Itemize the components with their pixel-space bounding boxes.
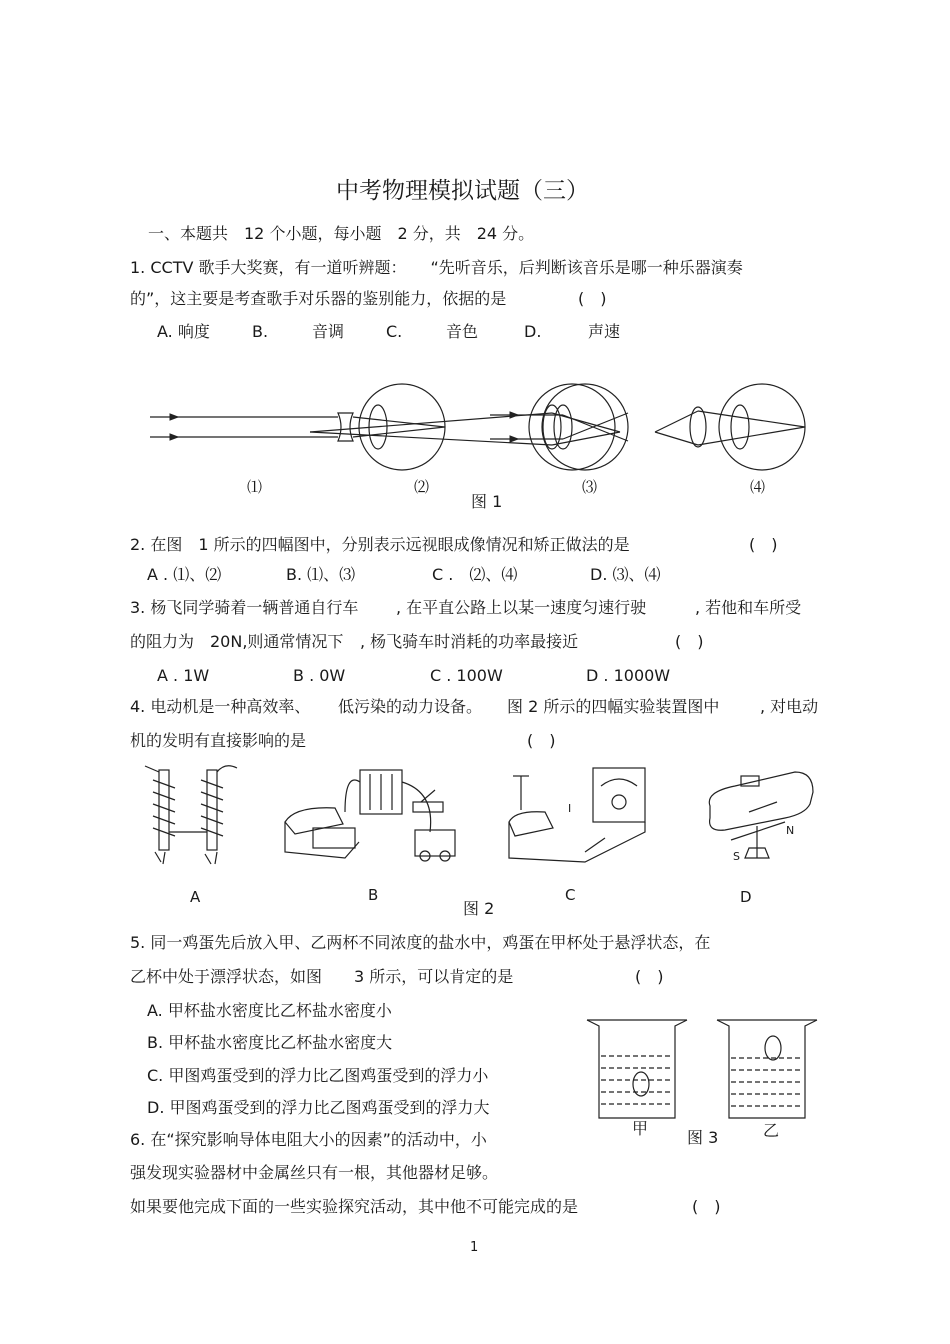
q1-line2: 的”，这主要是考查歌手对乐器的鉴别能力，依据的是 bbox=[130, 289, 507, 308]
q1-option: D. bbox=[524, 322, 542, 341]
eye-diagram-3 bbox=[490, 384, 628, 470]
q3-line1: , 在平直公路上以某一速度匀速行驶 bbox=[396, 598, 647, 617]
q2-line1: 2. 在图 1 所示的四幅图中，分别表示远视眼成像情况和矫正做法的是 bbox=[130, 535, 630, 554]
q6-answer-paren: ( ) bbox=[692, 1197, 721, 1216]
q5-option: C. 甲图鸡蛋受到的浮力比乙图鸡蛋受到的浮力小 bbox=[147, 1066, 489, 1085]
section-heading: 一、本题共 12 个小题，每小题 2 分，共 24 分。 bbox=[148, 224, 535, 243]
q1-option: C. bbox=[386, 322, 403, 341]
figure-2-d-south-label: S bbox=[733, 850, 740, 863]
beaker-yi bbox=[717, 1020, 817, 1118]
figure-2-label: B bbox=[368, 886, 379, 904]
figure-1-caption: 图 1 bbox=[471, 492, 503, 511]
q1-line1: 1. CCTV 歌手大奖赛，有一道听辨题： “先听音乐，后判断该音乐是哪一种乐器演奏 bbox=[130, 258, 743, 277]
page-number: 1 bbox=[470, 1240, 479, 1255]
figure-2-caption: 图 2 bbox=[463, 899, 495, 918]
eye-diagram-2 bbox=[310, 384, 620, 470]
figure-3-label-yi: 乙 bbox=[763, 1121, 780, 1140]
q4-line1: 低污染的动力设备。 bbox=[338, 697, 483, 716]
q6-line1: 6. 在“探究影响导体电阻大小的因素”的活动中，小 bbox=[130, 1130, 487, 1149]
figure-2-d-north-label: N bbox=[786, 824, 795, 837]
figure-1-eye-diagrams bbox=[150, 385, 810, 480]
apparatus-d-oersted bbox=[709, 772, 813, 858]
q5-answer-paren: ( ) bbox=[635, 967, 664, 986]
figure-3-beakers bbox=[585, 1016, 823, 1122]
q2-option: B. ⑴、⑶ bbox=[286, 565, 356, 584]
q1-option: A. 响度 bbox=[157, 322, 210, 341]
q3-option: B . 0W bbox=[293, 666, 346, 685]
apparatus-a-electromagnets bbox=[145, 766, 237, 864]
q3-line2: 的阻力为 20N,则通常情况下 bbox=[130, 632, 344, 651]
q5-option: D. 甲图鸡蛋受到的浮力比乙图鸡蛋受到的浮力大 bbox=[147, 1098, 490, 1117]
q2-option: D. ⑶、⑷ bbox=[590, 565, 661, 584]
q4-line1: 图 2 所示的四幅实验装置图中 bbox=[507, 697, 720, 716]
q6-line3: 如果要他完成下面的一些实验探究活动，其中他不可能完成的是 bbox=[130, 1197, 579, 1216]
q2-option: C . ⑵、⑷ bbox=[432, 565, 518, 584]
figure-1-label: ⑶ bbox=[582, 478, 598, 496]
q4-line1: , 对电动 bbox=[760, 697, 819, 716]
figure-3-caption: 图 3 bbox=[687, 1128, 719, 1147]
q3-option: A . 1W bbox=[157, 666, 210, 685]
figure-2-label: C bbox=[565, 886, 576, 904]
q5-line1: 5. 同一鸡蛋先后放入甲、乙两杯不同浓度的盐水中，鸡蛋在甲杯处于悬浮状态，在 bbox=[130, 933, 711, 952]
figure-2-label: D bbox=[740, 888, 752, 906]
eye-diagram-4 bbox=[655, 384, 805, 470]
q1-answer-paren: ( ) bbox=[578, 289, 607, 308]
figure-2-d-current-label: I bbox=[568, 802, 572, 815]
figure-2-apparatus bbox=[145, 762, 815, 880]
figure-3-label-jia: 甲 bbox=[632, 1119, 649, 1138]
q3-option: D . 1000W bbox=[586, 666, 671, 685]
q5-option: B. 甲杯盐水密度比乙杯盐水密度大 bbox=[147, 1033, 393, 1052]
figure-1-label: ⑷ bbox=[750, 478, 766, 496]
beaker-jia bbox=[587, 1020, 687, 1118]
q2-answer-paren: ( ) bbox=[749, 535, 778, 554]
q5-line2: 乙杯中处于漂浮状态，如图 3 所示，可以肯定的是 bbox=[130, 967, 514, 986]
q3-line1: 3. 杨飞同学骑着一辆普通自行车 bbox=[130, 598, 359, 617]
q3-line1: , 若他和车所受 bbox=[695, 598, 802, 617]
figure-1-label: ⑴ bbox=[247, 478, 263, 496]
q2-option: A . ⑴、⑵ bbox=[147, 565, 222, 584]
q1-option: 音调 bbox=[312, 322, 345, 341]
q1-option: B. bbox=[252, 322, 269, 341]
q4-answer-paren: ( ) bbox=[527, 731, 556, 750]
apparatus-b-motor-setup bbox=[285, 770, 455, 861]
q3-answer-paren: ( ) bbox=[675, 632, 704, 651]
q5-option: A. 甲杯盐水密度比乙杯盐水密度小 bbox=[147, 1001, 392, 1020]
page-title: 中考物理模拟试题（三） bbox=[336, 178, 589, 204]
figure-1-label: ⑵ bbox=[414, 478, 430, 496]
figure-2-label: A bbox=[190, 888, 201, 906]
apparatus-c-induction bbox=[509, 768, 645, 862]
q1-option: 音色 bbox=[446, 322, 479, 341]
q1-option: 声速 bbox=[588, 322, 621, 341]
q6-line2: 强发现实验器材中金属丝只有一根，其他器材足够。 bbox=[130, 1163, 499, 1182]
q3-line2: , 杨飞骑车时消耗的功率最接近 bbox=[360, 632, 579, 651]
q4-line2: 机的发明有直接影响的是 bbox=[130, 731, 307, 750]
q3-option: C . 100W bbox=[430, 666, 503, 685]
eye-diagram-1 bbox=[150, 384, 445, 470]
q4-line1: 4. 电动机是一种高效率、 bbox=[130, 697, 311, 716]
